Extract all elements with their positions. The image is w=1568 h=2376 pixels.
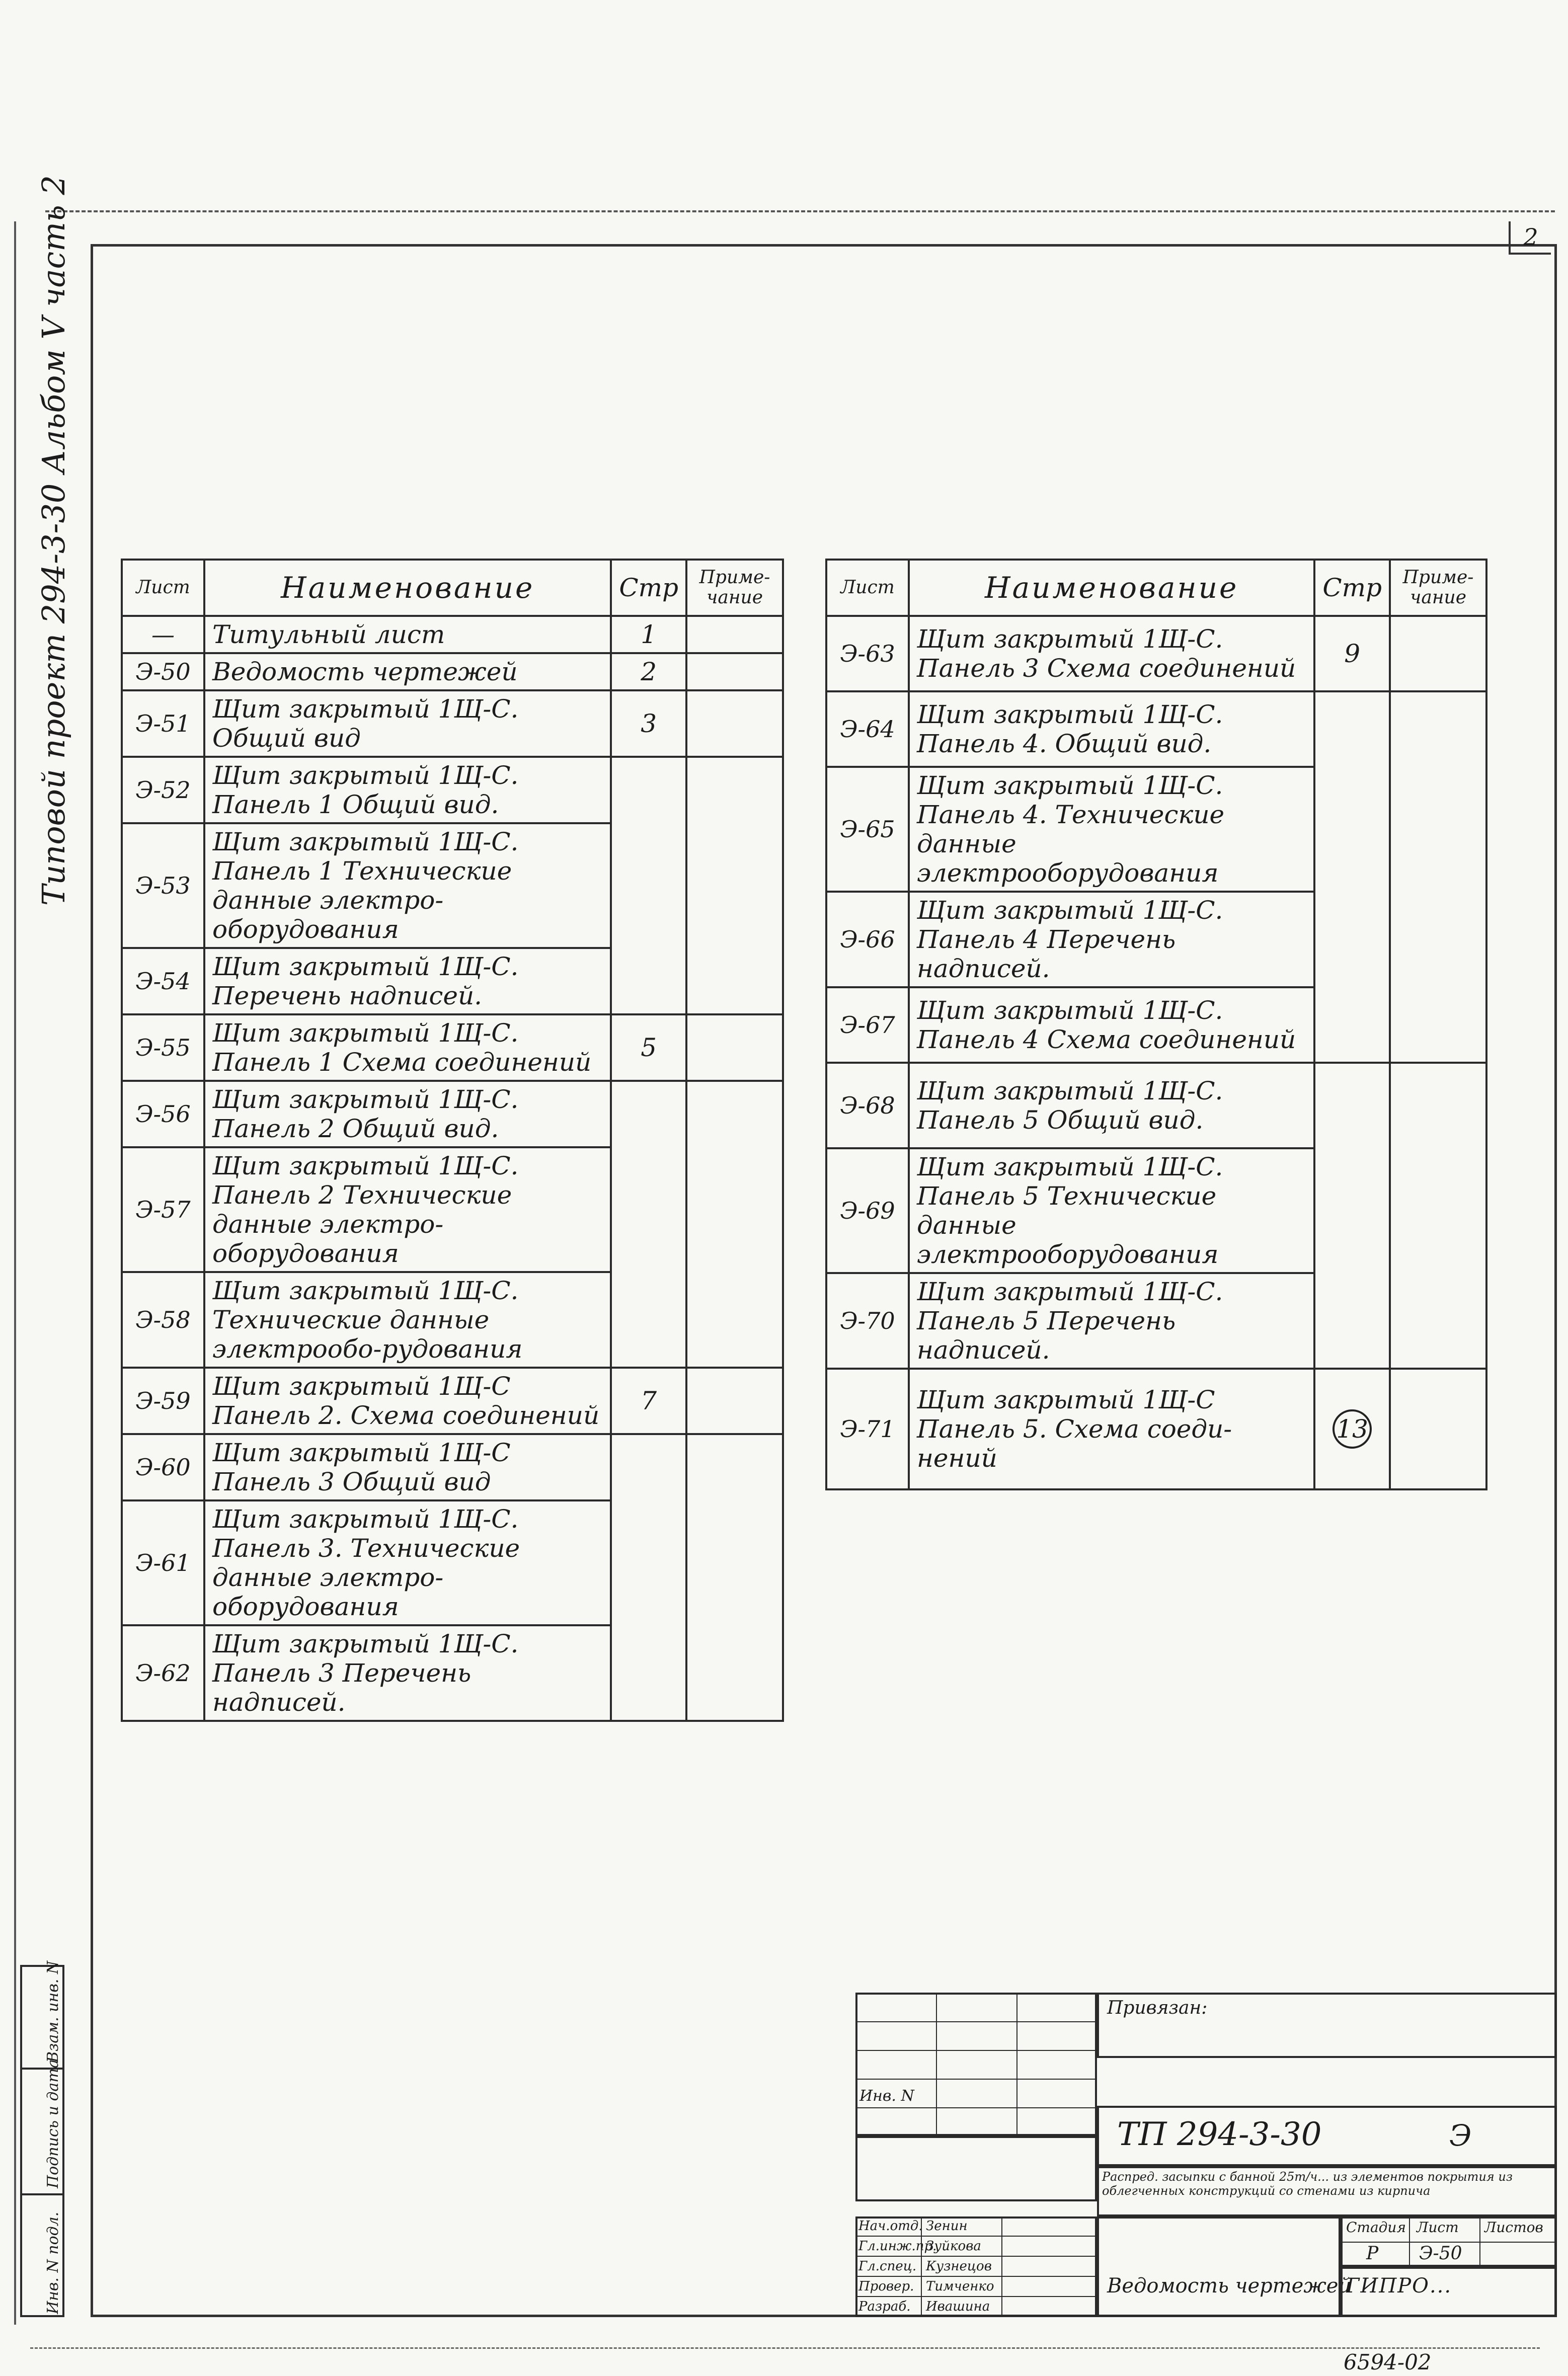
table-row	[122, 757, 783, 823]
row-name: Щит закрытый 1Щ-С. Панель 5 Перечень надписей.	[909, 1273, 1314, 1369]
row-page	[611, 1434, 686, 1721]
row-name: Щит закрытый 1Щ-С. Панель 3. Технические данные электро-оборудования	[204, 1500, 611, 1625]
circled-page-number: 13	[1332, 1409, 1372, 1449]
row-name: Щит закрытый 1Щ-С. Панель 2 Общий вид.	[204, 1081, 611, 1147]
table-row	[826, 691, 1486, 767]
row-sheet: Э-58	[122, 1272, 204, 1368]
row-sheet: Э-64	[826, 691, 909, 767]
table-row	[826, 616, 1486, 691]
org: ГИПРО...	[1346, 2274, 1452, 2298]
grid-line	[921, 2216, 922, 2317]
row-sheet: Э-61	[122, 1500, 204, 1625]
row-sheet: Э-53	[122, 823, 204, 948]
row-name: Щит закрытый 1Щ-С. Панель 3 Схема соединений	[909, 616, 1314, 691]
staff-role: Гл.инж.пр.	[858, 2239, 937, 2254]
sheet-label: Лист	[1417, 2219, 1459, 2236]
staff-name: Ивашина	[926, 2299, 990, 2314]
staff-role: Провер.	[858, 2279, 914, 2294]
row-name: Щит закрытый 1Щ-С. Панель 4. Технические данные электрооборудования	[909, 767, 1314, 892]
row-sheet: Э-68	[826, 1063, 909, 1148]
row-page: 7	[611, 1368, 686, 1434]
row-name: Щит закрытый 1Щ-С. Панель 1 Технические данные электро-оборудования	[204, 823, 611, 948]
table-row	[122, 653, 783, 690]
row-page	[1314, 1063, 1390, 1369]
grid-line	[855, 2050, 1097, 2051]
top-dashed-line	[45, 210, 1555, 212]
row-note	[686, 616, 783, 653]
row-note	[686, 1081, 783, 1368]
table-header	[826, 560, 1486, 616]
side-title: Типовой проект 294-3-30 Альбом V часть 2	[35, 175, 72, 906]
grid-line	[1341, 2242, 1557, 2243]
sheets-label: Листов	[1484, 2219, 1543, 2236]
row-sheet: Э-65	[826, 767, 909, 892]
title-block	[855, 1993, 1557, 2317]
row-sheet: —	[122, 616, 204, 653]
row-name: Щит закрытый 1Щ-С. Панель 5 Общий вид.	[909, 1063, 1314, 1148]
header-note: Приме-чание	[686, 560, 783, 616]
row-page: 1	[611, 616, 686, 653]
drawing-name: Ведомость чертежей	[1107, 2274, 1352, 2298]
right-drawing-list	[825, 559, 1487, 1490]
row-sheet: Э-51	[122, 690, 204, 757]
table-row	[122, 1434, 783, 1500]
row-page	[611, 757, 686, 1014]
header-note: Приме-чание	[1390, 560, 1486, 616]
header-page: Стр	[1314, 560, 1390, 616]
grid-line	[1479, 2216, 1480, 2267]
row-name: Щит закрытый 1Щ-С. Панель 1 Схема соединений	[204, 1014, 611, 1081]
row-note	[1390, 1369, 1486, 1489]
row-name: Щит закрытый 1Щ-С. Панель 1 Общий вид.	[204, 757, 611, 823]
strip-divider	[22, 2193, 62, 2195]
grid-line	[1016, 1993, 1017, 2136]
left-margin-line	[14, 221, 16, 2325]
table-row	[826, 1063, 1486, 1148]
row-sheet: Э-50	[122, 653, 204, 690]
row-note	[686, 757, 783, 1014]
privyazan-label: Привязан:	[1107, 1998, 1208, 2018]
row-name: Щит закрытый 1Щ-С. Панель 4. Общий вид.	[909, 691, 1314, 767]
row-name: Щит закрытый 1Щ-С. Панель 3 Перечень надписей.	[204, 1625, 611, 1721]
row-name: Щит закрытый 1Щ-С. Панель 2 Технические данные электро-оборудования	[204, 1147, 611, 1272]
row-page: 3	[611, 690, 686, 757]
row-page	[611, 1081, 686, 1368]
strip-label-inv: Инв. N подл.	[44, 2211, 62, 2314]
row-note	[686, 1434, 783, 1721]
row-note	[1390, 1063, 1486, 1369]
sheet-number: 2	[1509, 221, 1551, 255]
row-name: Щит закрытый 1Щ-С Панель 3 Общий вид	[204, 1434, 611, 1500]
grid-line	[1409, 2216, 1410, 2267]
left-stamp-strip	[20, 1960, 64, 2317]
row-note	[686, 1368, 783, 1434]
bottom-dashed-line	[30, 2347, 1540, 2349]
inv-cell	[855, 2136, 1097, 2201]
stage-value: Р	[1366, 2243, 1379, 2264]
grid-line	[855, 2021, 1097, 2022]
staff-role: Гл.спец.	[858, 2259, 917, 2274]
row-name: Щит закрытый 1Щ-С Панель 5. Схема соеди-нений	[909, 1369, 1314, 1489]
staff-role: Разраб.	[858, 2299, 911, 2314]
row-name: Щит закрытый 1Щ-С. Панель 4 Перечень надписей.	[909, 892, 1314, 987]
row-note	[686, 690, 783, 757]
row-sheet: Э-69	[826, 1148, 909, 1273]
header-page: Стр	[611, 560, 686, 616]
row-name: Щит закрытый 1Щ-С Панель 2. Схема соединений	[204, 1368, 611, 1434]
row-sheet: Э-63	[826, 616, 909, 691]
row-sheet: Э-52	[122, 757, 204, 823]
mark: Э	[1449, 2118, 1472, 2153]
row-name: Титульный лист	[204, 616, 611, 653]
project-code: ТП 294-3-30	[1117, 2116, 1322, 2153]
strip-label-replace: Взам. инв. N	[44, 1960, 62, 2063]
row-note	[686, 653, 783, 690]
staff-name: Кузнецов	[926, 2259, 992, 2274]
grid-line	[1001, 2216, 1002, 2317]
row-name: Ведомость чертежей	[204, 653, 611, 690]
archive-number: 6594-02	[1344, 2350, 1432, 2374]
strip-label-signature: Подпись и дата	[44, 2059, 62, 2188]
grid-line	[855, 2107, 1097, 2108]
staff-name: Зенин	[926, 2219, 968, 2234]
row-sheet: Э-66	[826, 892, 909, 987]
drawing-name-cell	[1097, 2216, 1341, 2317]
row-sheet: Э-59	[122, 1368, 204, 1434]
row-page	[1314, 1369, 1390, 1489]
row-sheet: Э-70	[826, 1273, 909, 1369]
row-page	[1314, 691, 1390, 1063]
stage-label: Стадия	[1346, 2219, 1406, 2236]
row-page: 2	[611, 653, 686, 690]
row-sheet: Э-57	[122, 1147, 204, 1272]
row-name: Щит закрытый 1Щ-С. Общий вид	[204, 690, 611, 757]
row-name: Щит закрытый 1Щ-С. Технические данные электрообо-рудования	[204, 1272, 611, 1368]
row-sheet: Э-56	[122, 1081, 204, 1147]
row-note	[1390, 691, 1486, 1063]
row-sheet: Э-71	[826, 1369, 909, 1489]
inv-label: Инв. N	[859, 2087, 914, 2105]
row-sheet: Э-62	[122, 1625, 204, 1721]
row-sheet: Э-60	[122, 1434, 204, 1500]
table-row	[122, 1368, 783, 1434]
staff-name: Зуйкова	[926, 2239, 981, 2254]
row-page: 5	[611, 1014, 686, 1081]
row-name: Щит закрытый 1Щ-С. Панель 5 Технические данные электрооборудования	[909, 1148, 1314, 1273]
row-sheet: Э-67	[826, 987, 909, 1063]
header-name: Наименование	[204, 560, 611, 616]
row-name: Щит закрытый 1Щ-С. Панель 4 Схема соединений	[909, 987, 1314, 1063]
header-name: Наименование	[909, 560, 1314, 616]
row-sheet: Э-55	[122, 1014, 204, 1081]
table-row	[122, 1014, 783, 1081]
description: Распред. засыпки с банной 25т/ч... из элементов покрытия из облегченных конструкций со стенами из кирпича	[1102, 2170, 1513, 2198]
table-header	[122, 560, 783, 616]
table-row	[122, 690, 783, 757]
staff-name: Тимченко	[926, 2279, 994, 2294]
grid-line	[936, 1993, 937, 2136]
staff-role: Нач.отд.	[858, 2219, 923, 2234]
header-sheet: Лист	[122, 560, 204, 616]
left-drawing-list	[121, 559, 784, 1722]
row-page: 9	[1314, 616, 1390, 691]
row-note	[686, 1014, 783, 1081]
revision-grid	[855, 1993, 1097, 2136]
row-sheet: Э-54	[122, 948, 204, 1014]
row-name: Щит закрытый 1Щ-С. Перечень надписей.	[204, 948, 611, 1014]
grid-line	[855, 2079, 1097, 2080]
sheet-value: Э-50	[1419, 2243, 1462, 2264]
header-sheet: Лист	[826, 560, 909, 616]
table-row	[122, 616, 783, 653]
row-note	[1390, 616, 1486, 691]
table-row	[122, 1081, 783, 1147]
table-row	[826, 1369, 1486, 1489]
